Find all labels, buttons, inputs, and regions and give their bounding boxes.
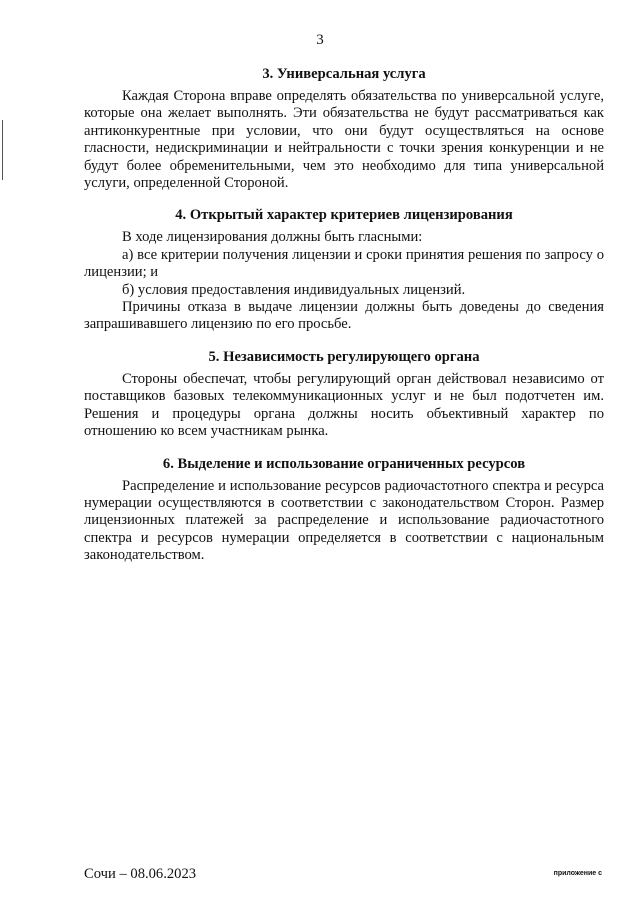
footer-note: приложение с [553, 870, 602, 877]
footer-date: Сочи – 08.06.2023 [84, 866, 197, 882]
section-regulator-independence [84, 349, 604, 441]
paragraph: Распределение и использование ресурсов радиочастотного спектра и ресурса нумерации осуществляются в соответствии с законодательством Сторон. Размер лицензионных платежей за распределение и использование радиочастотного спектра и ресурсов нумерации определяется в соответствии с национальным законодательством. [84, 477, 604, 564]
section-title: 3. Универсальная услуга [262, 66, 426, 82]
section-licensing-criteria [84, 207, 604, 333]
list-item: б) условия предоставления индивидуальных лицензий. [122, 281, 466, 298]
list-item: а) все критерии получения лицензии и сроки принятия решения по запросу о лицензии; и [84, 246, 604, 281]
section-scarce-resources [84, 456, 604, 565]
paragraph: Стороны обеспечат, чтобы регулирующий орган действовал независимо от поставщиков базовых телекоммуникационных услуг и не был подотчетен им. Решения и процедуры органа должны носить объективный характер по отношению ко всем участникам рынка. [84, 370, 604, 440]
section-title: 6. Выделение и использование ограниченных ресурсов [162, 455, 526, 472]
section-title: 5. Независимость регулирующего органа [208, 348, 480, 365]
document-body [84, 66, 604, 565]
paragraph: В ходе лицензирования должны быть гласными: [122, 229, 423, 246]
paragraph: Причины отказа в выдаче лицензии должны быть доведены до сведения запрашивавшего лицензию по его просьбе. [84, 299, 604, 333]
section-title: 4. Открытый характер критериев лицензирования [175, 207, 513, 224]
page-number: 3 [316, 32, 324, 48]
scan-edge-mark [2, 120, 3, 180]
section-universal-service [84, 66, 604, 192]
paragraph: Каждая Сторона вправе определять обязательства по универсальной услуге, которые она желает выполнять. Эти обязательства не будут рассматриваться как антиконкурентные при условии, что они будут осуществляться на основе гласности, недискриминации и нейтральности с точки зрения конкуренции и не будут более обременительными, чем это необходимо для типа универсальной услуги, определенной Стороной. [84, 88, 604, 192]
